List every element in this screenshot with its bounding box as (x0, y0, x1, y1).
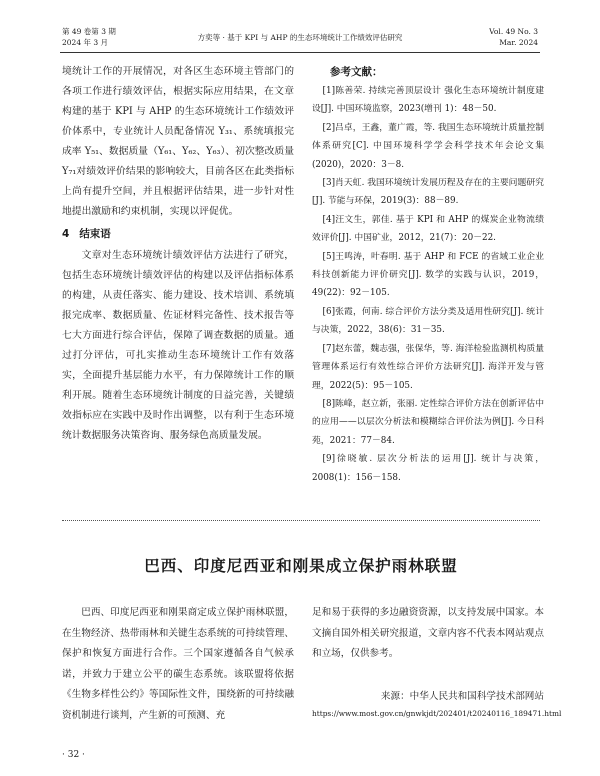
running-title: 方奕等 · 基于 KPI 与 AHP 的生态环境统计工作绩效评估研究 (197, 33, 403, 42)
references-column (312, 62, 544, 487)
reference-item: [3]肖天虹. 我国环境统计发展历程及存在的主要问题研究[J]. 节能与环保，2019(3)：88－89. (312, 178, 544, 207)
reference-item: [1]陈善荣. 持续完善顶层设计 强化生态环境统计制度建设[J]. 中国环境监察，2023(增刊 1)：48－50. (312, 86, 544, 115)
reference-item: [9]徐晓敏. 层次分析法的运用[J]. 统计与决策，2008(1)：156－158. (312, 454, 544, 483)
volume-issue-en: Vol. 49 No. 3 (489, 27, 538, 36)
section-number: 4 (62, 228, 70, 240)
news-title: 巴西、印度尼西亚和刚果成立保护雨林联盟 (144, 557, 458, 575)
journal-issue-en (489, 26, 538, 48)
news-source: 来源：中华人民共和国科学技术部网站 (380, 690, 544, 702)
header-rule (60, 52, 540, 53)
references-title: 参考文献： (330, 66, 383, 78)
news-right-column (312, 603, 562, 721)
news-paragraph: 巴西、印度尼西亚和刚果商定成立保护雨林联盟，在生物经济、热带雨林和关键生态系统的可持续管理、保护和恢复方面进行合作。三个国家遵循各自气候承诺，并致力于建立公平的碳生态系统。该联盟将依据《生物多样性公约》等国际性文件，围绕新的可持续融资机制进行谈判，产生新的可预测、充 (62, 607, 294, 721)
left-column (62, 62, 294, 446)
reference-item: [2]吕卓，王鑫，董广霞，等. 我国生态环境统计质量控制体系研究[C]. 中国环境科学学会科学技术年会论文集(2020)，2020：3－8. (312, 122, 544, 170)
date-en: Mar. 2024 (499, 38, 538, 47)
news-paragraph-continued: 足和易于获得的多边融资资源，以支持发展中国家。本文摘自国外相关研究报道，文章内容不代表本网站观点和立场，仅供参考。 (312, 607, 544, 659)
reference-item: [5]王鸣涛，叶春明. 基于 AHP 和 FCE 的省域工业企业科技创新能力评价研究[J]. 数学的实践与认识，2019，49(22)：92－105. (312, 251, 544, 299)
section-heading (62, 224, 294, 244)
news-source-url: https://www.most.gov.cn/gnwkjdt/202401/t20240116_189471.html (312, 709, 562, 718)
date-cn: 2024 年 3 月 (62, 38, 109, 47)
reference-item: [6]张霞，何南. 综合评价方法分类及适用性研究[J]. 统计与决策，2022，38(6)：31－35. (312, 306, 544, 336)
reference-item: [4]汪文生，郭佳. 基于 KPI 和 AHP 的煤炭企业物流绩效评价[J]. 中国矿业，2012，21(7)：20－22. (312, 214, 544, 244)
body-paragraph: 境统计工作的开展情况，对各区生态环境主管部门的各项工作进行绩效评估，根据实际应用结果，在文章构建的基于 KPI 与 AHP 的生态环境统计工作绩效评价体系中，专业统计人员配备情况 Y₃₁、系统填报完成率 Y₅₁、数据质量（Y₆₁、Y₆₂、Y₆₃）、初次整改质量 Y₇₁对绩效评价结果的影响较大，目前各区在此类指标上尚有提升空间，并且根据评估结果，进一步针对性地提出激励和约束机制，实现以评促优。 (62, 66, 294, 217)
page-number: · 32 · (62, 750, 85, 760)
section-divider (62, 520, 540, 521)
page-header (0, 0, 600, 60)
section-title: 结束语 (79, 228, 111, 240)
volume-issue-cn: 第 49 卷第 3 期 (62, 27, 116, 36)
reference-item: [7]赵东蕾，魏志强，张保华，等. 海洋检验监测机构质量管理体系运行有效性综合评价方法研究[J]. 海洋开发与管理，2022(5)：95－105. (312, 343, 544, 391)
reference-item: [8]陈峰，赵立新，张丽. 定性综合评价方法在创新评估中的应用——以层次分析法和模糊综合评价法为例[J]. 今日科苑，2021：77－84. (312, 398, 544, 446)
news-left-column (62, 603, 294, 726)
conclusion-paragraph: 文章对生态环境统计绩效评估方法进行了研究，包括生态环境统计绩效评估的构建以及评估指标体系的构建，从责任落实、能力建设、技术培训、系统填报完成率、数据质量、佐证材料完备性、技术报告等七大方面进行综合评估，保障了调查数据的质量。通过打分评估，可扎实推动生态环境统计工作有效落实，全面提升基层能力水平，有力保障统计工作的顺利开展。随着生态环境统计制度的日益完善，关键绩效指标应在实践中及时作出调整，以有利于生态环境统计数据服务决策咨询、服务绿色高质量发展。 (62, 250, 294, 441)
journal-issue (62, 26, 116, 48)
